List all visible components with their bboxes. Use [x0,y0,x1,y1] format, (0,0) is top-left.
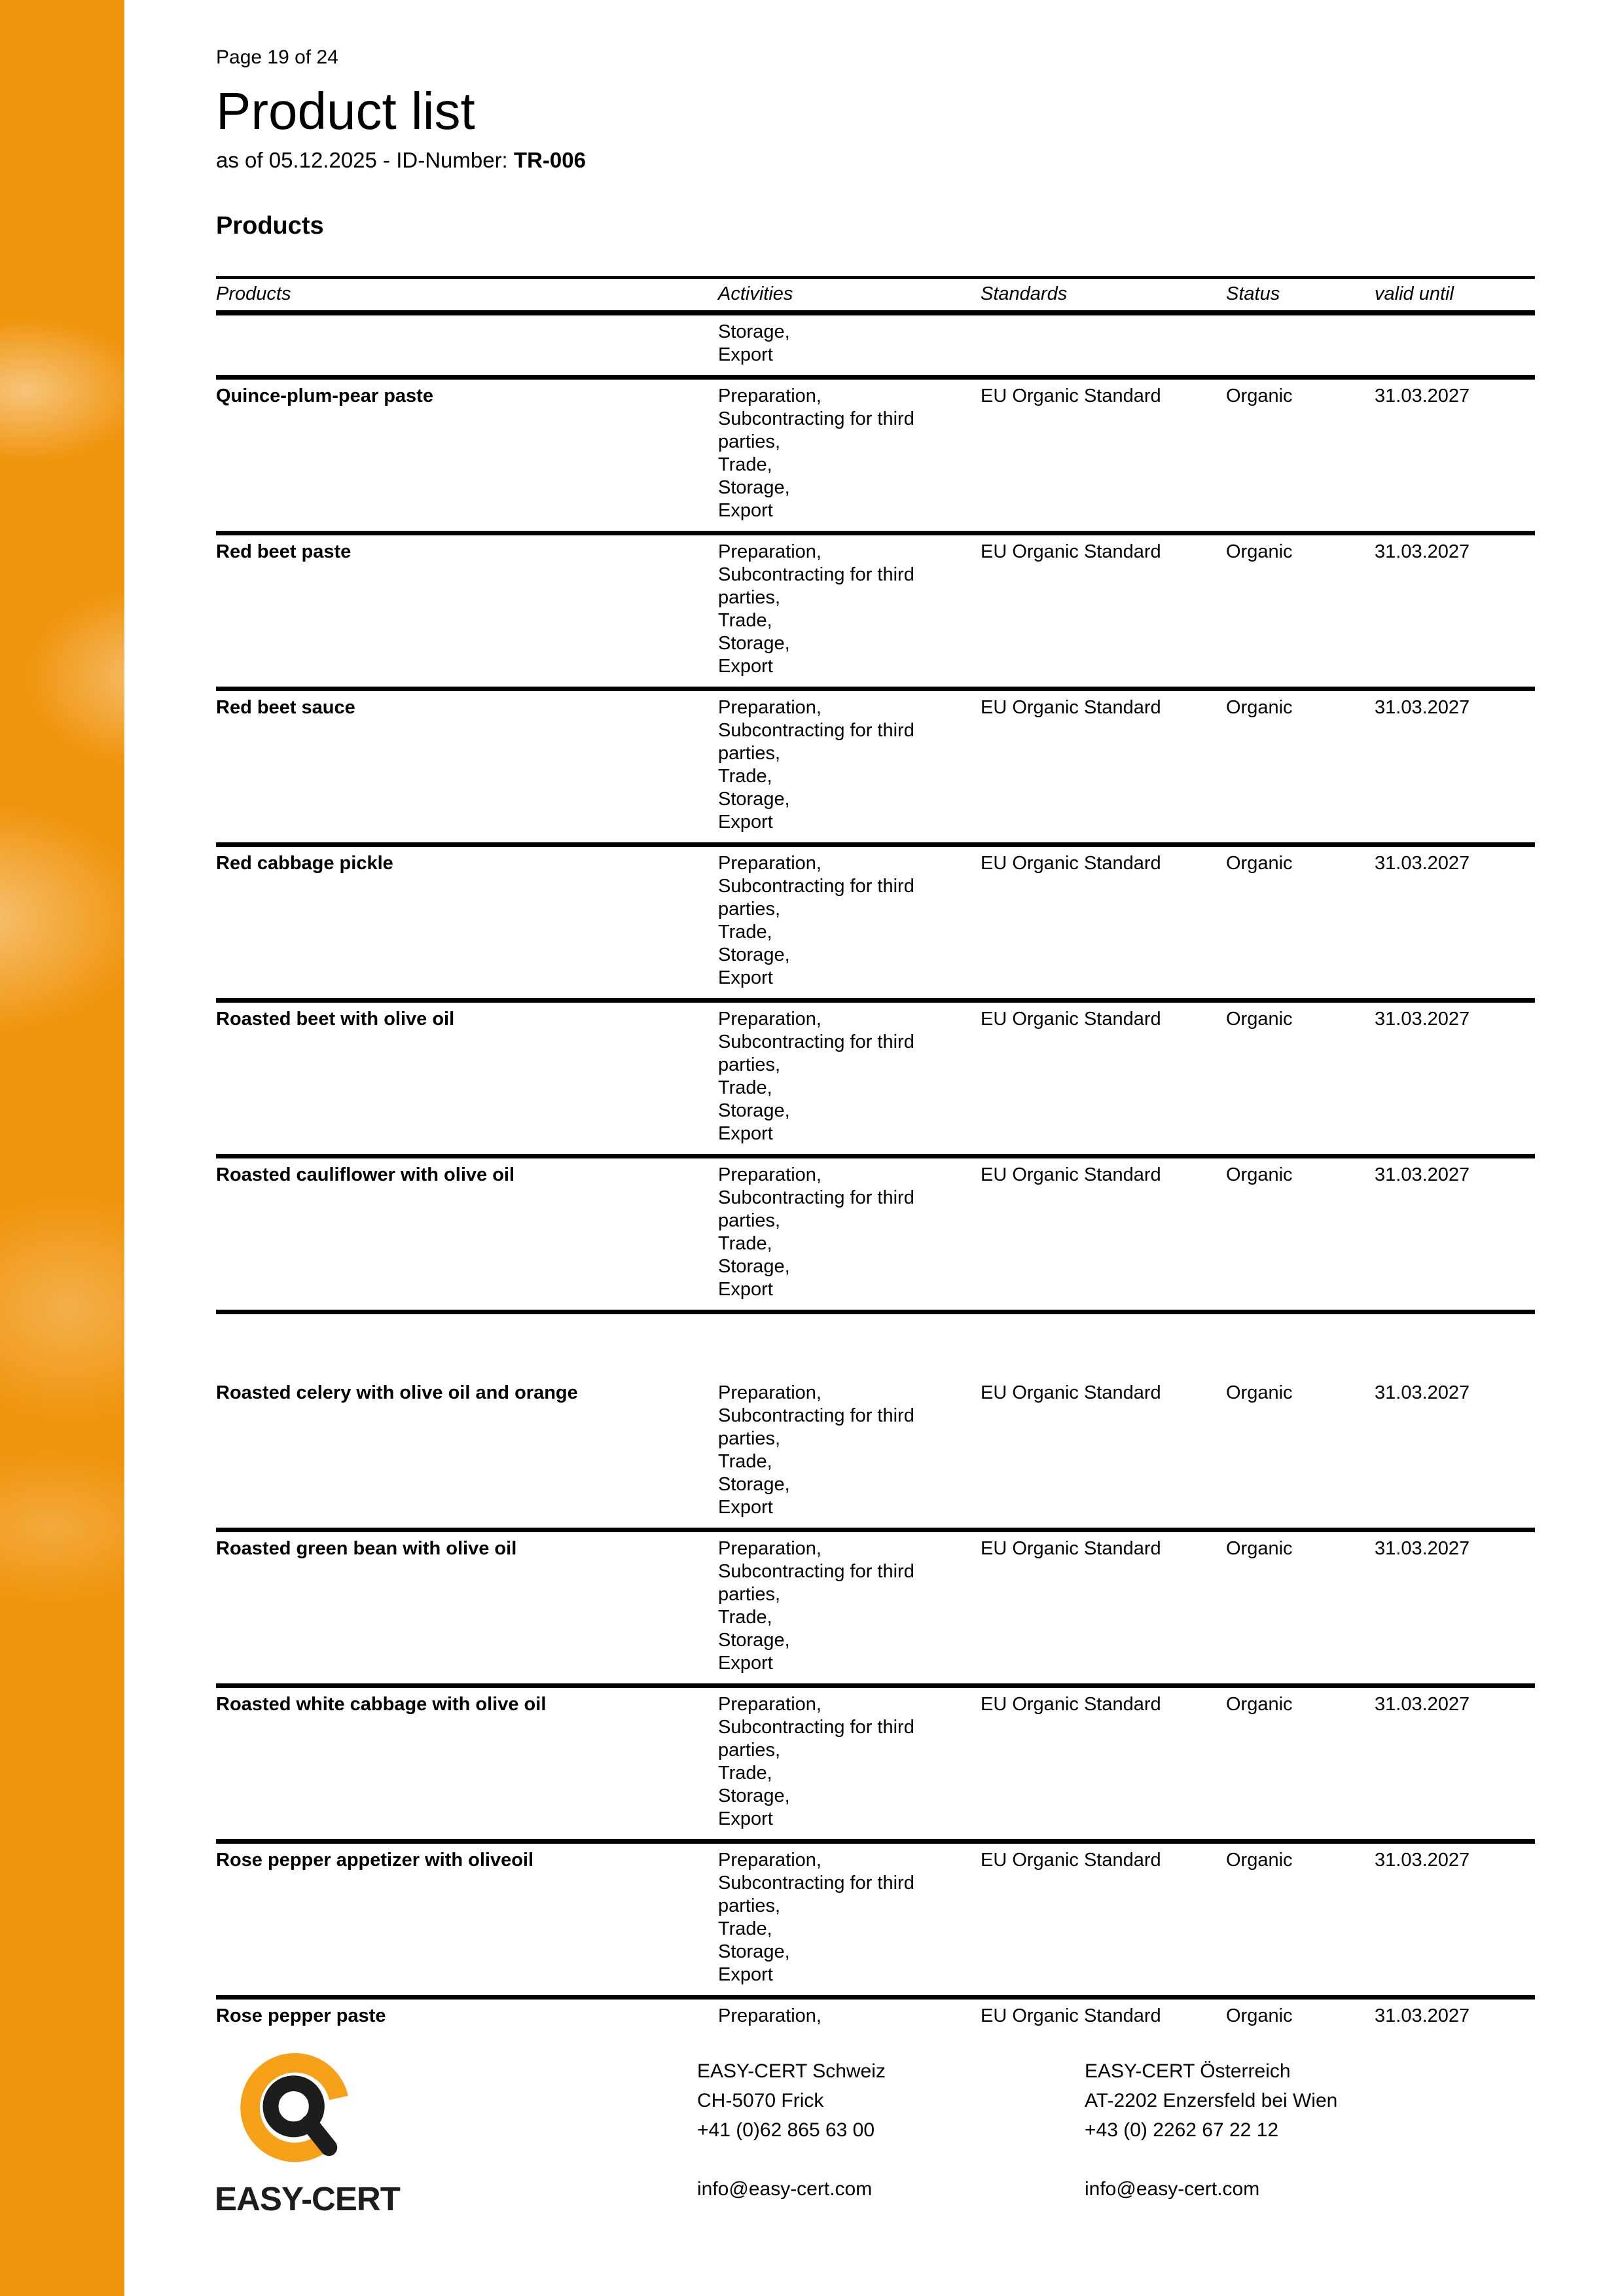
table-header-row [216,276,1535,315]
product-name: Quince-plum-pear paste [216,386,433,406]
table-row [216,847,1535,1003]
col-header-status: Status [1226,283,1280,304]
easy-cert-wordmark: EASY-CERT [215,2180,400,2217]
status: Organic [1226,1382,1293,1403]
footer-address-austria: EASY-CERT Österreich AT-2202 Enzersfeld bei Wien +43 (0) 2262 67 22 12 info@easy-cert.com [1085,2060,1338,2200]
valid-until: 31.03.2027 [1375,697,1470,718]
section-heading: Products [216,212,324,240]
activities: Storage, Export [718,321,790,365]
status: Organic [1226,697,1293,718]
table-row [216,1844,1535,2000]
table-row [216,1688,1535,1844]
valid-until: 31.03.2027 [1375,2005,1470,2026]
subtitle-prefix: as of 05.12.2025 - ID-Number: [216,148,514,172]
status: Organic [1226,1694,1293,1715]
status: Organic [1226,1164,1293,1185]
status [1226,321,1375,367]
standards: EU Organic Standard [981,1164,1161,1185]
easy-cert-magnifier-logo-icon [234,2052,355,2173]
standards: EU Organic Standard [981,1694,1161,1715]
activities: Preparation, [718,2005,821,2026]
table-row [216,315,1535,380]
activities: Preparation, Subcontracting for third parties, Trade, Storage, Export [718,1009,914,1144]
id-number: TR-006 [513,148,586,172]
valid-until: 31.03.2027 [1375,853,1470,874]
activities: Preparation, Subcontracting for third parties, Trade, Storage, Export [718,1382,914,1518]
page-title: Product list [216,82,475,140]
product-name: Red cabbage pickle [216,853,393,874]
standards: EU Organic Standard [981,1538,1161,1559]
product-name: Roasted green bean with olive oil [216,1538,517,1559]
activities: Preparation, Subcontracting for third parties, Trade, Storage, Export [718,1538,914,1674]
standards: EU Organic Standard [981,2005,1161,2026]
status: Organic [1226,1009,1293,1030]
table-row [216,1003,1535,1158]
standards: EU Organic Standard [981,1850,1161,1871]
valid-until: 31.03.2027 [1375,1850,1470,1871]
col-header-valid-until: valid until [1375,283,1454,304]
standards: EU Organic Standard [981,697,1161,718]
status: Organic [1226,853,1293,874]
table-row [216,1532,1535,1688]
valid-until: 31.03.2027 [1375,1164,1470,1185]
status: Organic [1226,386,1293,406]
product-name: Red beet paste [216,541,352,562]
product-name: Rose pepper appetizer with oliveoil [216,1850,534,1871]
standards: EU Organic Standard [981,853,1161,874]
activities: Preparation, Subcontracting for third parties, Trade, Storage, Export [718,1850,914,1985]
status: Organic [1226,541,1293,562]
product-name: Roasted white cabbage with olive oil [216,1694,547,1715]
col-header-standards: Standards [981,283,1068,304]
activities: Preparation, Subcontracting for third parties, Trade, Storage, Export [718,386,914,521]
status: Organic [1226,2005,1293,2026]
footer-address-switzerland: EASY-CERT Schweiz CH-5070 Frick +41 (0)62 865 63 00 info@easy-cert.com [697,2060,886,2200]
product-name [216,321,718,367]
page-number-label: Page 19 of 24 [216,46,338,68]
col-header-products: Products [216,283,291,304]
activities: Preparation, Subcontracting for third parties, Trade, Storage, Export [718,1694,914,1829]
activities: Preparation, Subcontracting for third parties, Trade, Storage, Export [718,697,914,833]
standards [981,321,1226,367]
table-row [216,1376,1535,1532]
product-name: Roasted beet with olive oil [216,1009,455,1030]
standards: EU Organic Standard [981,1009,1161,1030]
standards: EU Organic Standard [981,1382,1161,1403]
table-row [216,1158,1535,1314]
table-row [216,2000,1535,2036]
valid-until: 31.03.2027 [1375,386,1470,406]
content-column [216,46,1535,2036]
table-body [216,315,1535,2036]
activities: Preparation, Subcontracting for third parties, Trade, Storage, Export [718,541,914,677]
product-name: Roasted cauliflower with olive oil [216,1164,515,1185]
product-name: Rose pepper paste [216,2005,386,2026]
activities: Preparation, Subcontracting for third parties, Trade, Storage, Export [718,853,914,988]
standards: EU Organic Standard [981,541,1161,562]
standards: EU Organic Standard [981,386,1161,406]
product-name: Red beet sauce [216,697,355,718]
activities: Preparation, Subcontracting for third parties, Trade, Storage, Export [718,1164,914,1300]
product-name: Roasted celery with olive oil and orange [216,1382,578,1403]
valid-until: 31.03.2027 [1375,1694,1470,1715]
valid-until: 31.03.2027 [1375,1009,1470,1030]
footer [0,2042,1624,2296]
table-row [216,380,1535,535]
valid-until: 31.03.2027 [1375,541,1470,562]
subtitle [216,147,1535,174]
products-table [216,276,1535,2036]
decorative-orange-band [0,0,124,2296]
valid-until: 31.03.2027 [1375,1538,1470,1559]
table-row [216,535,1535,691]
table-row [216,691,1535,847]
valid-until: 31.03.2027 [1375,1382,1470,1403]
status: Organic [1226,1850,1293,1871]
valid-until [1375,321,1535,367]
status: Organic [1226,1538,1293,1559]
col-header-activities: Activities [718,283,793,304]
